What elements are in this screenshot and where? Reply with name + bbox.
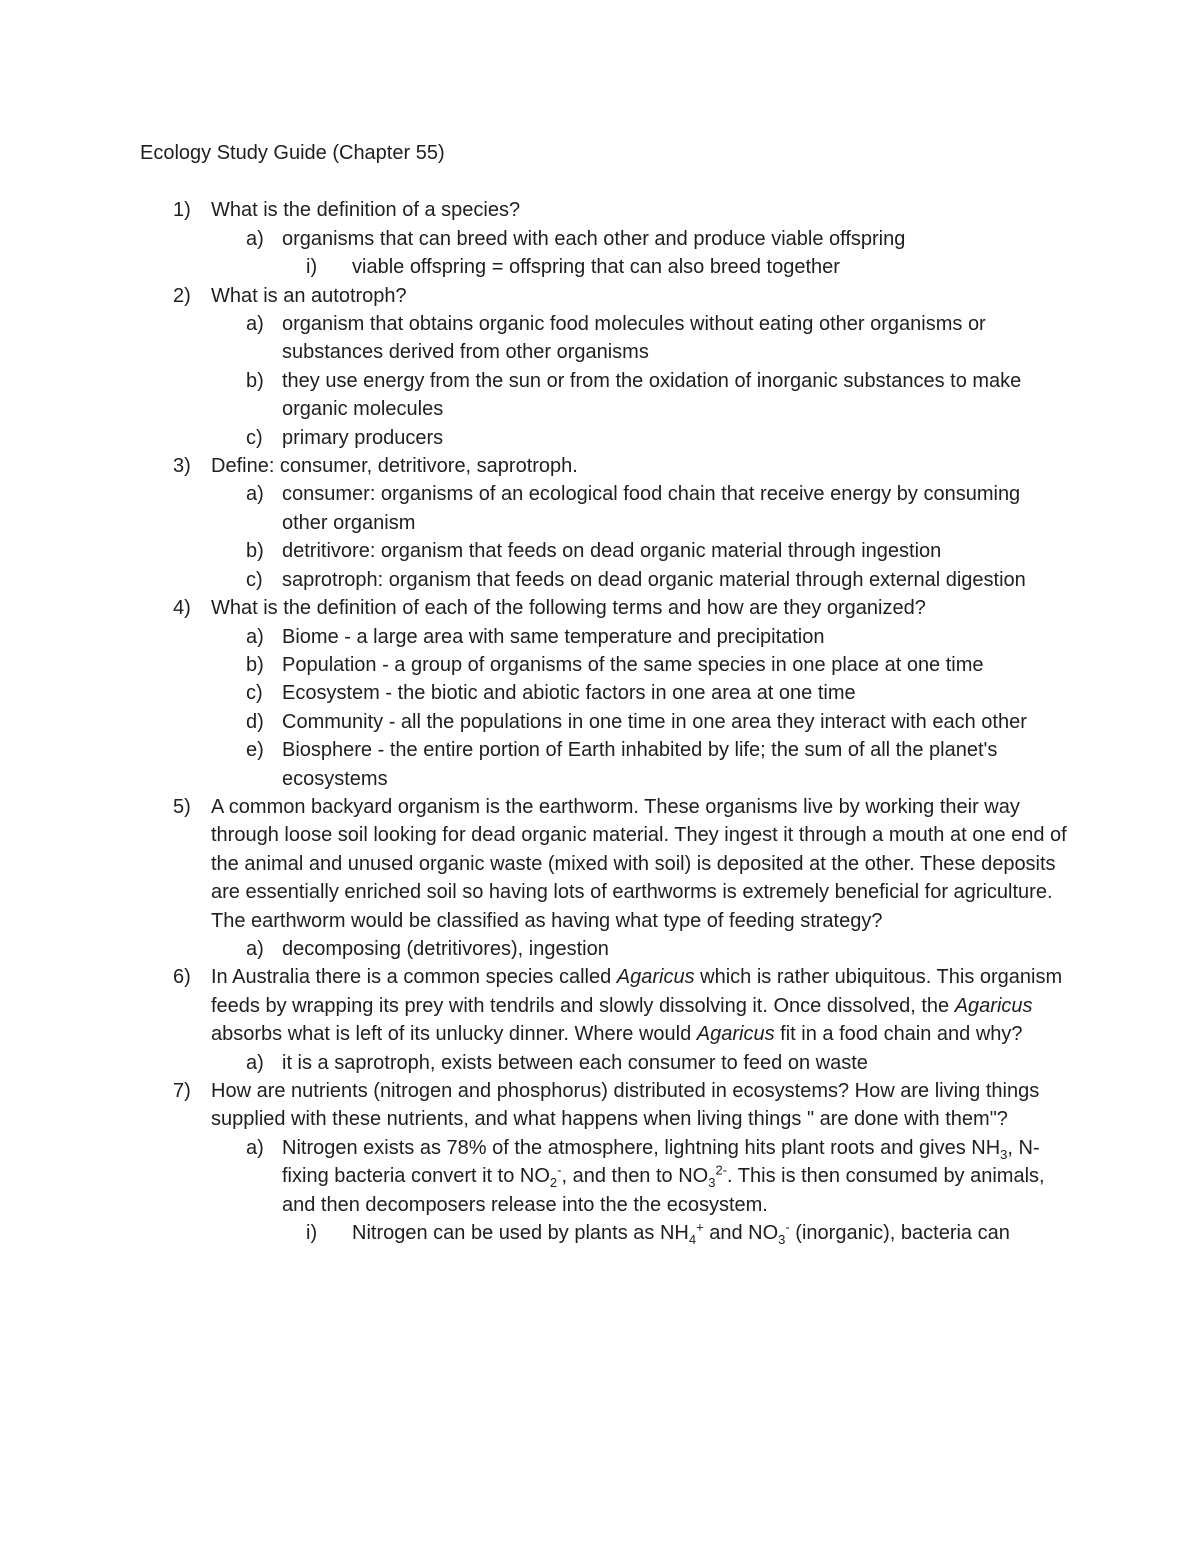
answer-4d	[140, 708, 1070, 736]
question-text: Define: consumer, detritivore, saprotroph.	[211, 455, 578, 478]
subscript: 3	[778, 1232, 786, 1248]
answer-text: Biosphere - the entire portion of Earth inhabited by life; the sum of all the planet's ecosystems	[282, 739, 998, 790]
question-number: 2)	[173, 284, 191, 307]
text-run: , and then to NO	[561, 1165, 709, 1188]
text-run: which is rather ubiquitous. This organism feeds by wrapping its prey with tendrils and slowly dissolving it. Once dissolved, the	[211, 966, 1063, 1017]
subscript: 3	[708, 1175, 716, 1191]
question-number: 5)	[173, 795, 191, 818]
text-run: absorbs what is left of its unlucky dinner. Where would	[211, 1023, 697, 1046]
superscript: -	[557, 1162, 562, 1178]
question-number: 3)	[173, 455, 191, 478]
document-title: Ecology Study Guide (Chapter 55)	[140, 142, 445, 164]
answer-text: Ecosystem - the biotic and abiotic factors in one area at one time	[282, 682, 856, 705]
answer-text: consumer: organisms of an ecological food chain that receive energy by consuming other organism	[282, 483, 1021, 534]
question-text: What is an autotroph?	[211, 284, 407, 307]
sub-answer-text	[352, 1219, 1010, 1248]
question-text: What is the definition of each of the following terms and how are they organized?	[211, 597, 926, 620]
subscript: 3	[1000, 1146, 1008, 1162]
answer-2a	[140, 310, 1070, 367]
answer-7a	[140, 1134, 1070, 1219]
sub-answer-marker: i)	[306, 256, 318, 279]
answer-marker: c)	[246, 568, 263, 591]
answer-marker: a)	[246, 313, 264, 336]
answer-marker: c)	[246, 426, 263, 449]
answer-6a	[140, 1049, 1070, 1077]
answer-4c	[140, 679, 1070, 707]
subscript: 4	[688, 1232, 697, 1248]
text-run: (inorganic), bacteria can	[789, 1222, 1010, 1245]
question-number: 6)	[173, 966, 191, 989]
text-run: Nitrogen exists as 78% of the atmosphere, lightning hits plant roots and gives NH	[282, 1136, 1001, 1159]
question-2	[140, 282, 1070, 310]
sub-answer-marker: i)	[306, 1222, 318, 1245]
text-run: and NO	[703, 1222, 779, 1245]
answer-text: primary producers	[282, 426, 444, 449]
answer-marker: b)	[246, 540, 264, 563]
answer-marker: d)	[246, 710, 264, 733]
answer-marker: b)	[246, 369, 264, 392]
species-name: Agaricus	[696, 1023, 775, 1046]
text-run: fit in a food chain and why?	[774, 1023, 1023, 1046]
answer-3b	[140, 537, 1070, 565]
answer-4b	[140, 651, 1070, 679]
question-7	[140, 1077, 1070, 1134]
answer-text: organism that obtains organic food molecules without eating other organisms or substances derived from other organisms	[282, 313, 986, 364]
answer-marker: a)	[246, 1051, 264, 1074]
question-1	[140, 196, 1070, 224]
answer-text: detritivore: organism that feeds on dead organic material through ingestion	[282, 540, 942, 563]
text-run: . This is then consumed by animals, and then decomposers release into the the ecosystem.	[282, 1165, 1045, 1216]
answer-4a	[140, 623, 1070, 651]
sub-answer-text: viable offspring = offspring that can also breed together	[352, 256, 840, 279]
answer-text: it is a saprotroph, exists between each consumer to feed on waste	[282, 1051, 868, 1074]
answer-text: Biome - a large area with same temperature and precipitation	[282, 625, 825, 648]
question-number: 4)	[173, 597, 191, 620]
answer-text: organisms that can breed with each other and produce viable offspring	[282, 227, 906, 250]
question-5	[140, 793, 1070, 935]
question-text: How are nutrients (nitrogen and phosphorus) distributed in ecosystems? How are living things supplied with these nutrients, and what happens when living things " are done with them"?	[211, 1080, 1040, 1131]
subscript: 2	[549, 1175, 558, 1191]
question-number: 7)	[173, 1080, 191, 1102]
answer-marker: a)	[246, 227, 264, 250]
answer-text	[282, 1137, 1045, 1216]
species-name: Agaricus	[954, 994, 1033, 1017]
answer-text: saprotroph: organism that feeds on dead organic material through external digestion	[282, 568, 1026, 591]
question-3	[140, 452, 1070, 480]
superscript: -	[785, 1219, 790, 1235]
species-name: Agaricus	[616, 966, 695, 989]
answer-marker: a)	[246, 937, 264, 960]
answer-text: Community - all the populations in one time in one area they interact with each other	[282, 710, 1027, 733]
question-4	[140, 594, 1070, 622]
text-run: , N-fixing bacteria convert it to NO	[282, 1136, 1040, 1188]
answer-text: they use energy from the sun or from the oxidation of inorganic substances to make organic molecules	[282, 369, 1022, 421]
answer-2c	[140, 424, 1070, 452]
answer-1a-i	[140, 253, 1070, 281]
answer-marker: a)	[246, 1136, 264, 1159]
answer-marker: b)	[246, 653, 264, 676]
answer-text: decomposing (detritivores), ingestion	[282, 937, 609, 960]
superscript: +	[696, 1219, 704, 1235]
answer-5a	[140, 935, 1070, 963]
answer-marker: e)	[246, 739, 264, 762]
question-number: 1)	[173, 199, 191, 222]
answer-2b	[140, 367, 1070, 424]
text-run: In Australia there is a common species called	[211, 966, 617, 989]
answer-4e	[140, 736, 1070, 793]
question-6	[140, 963, 1070, 1048]
question-text: What is the definition of a species?	[211, 199, 521, 222]
question-text	[211, 966, 1062, 1045]
answer-text: Population - a group of organisms of the same species in one place at one time	[282, 653, 984, 676]
answer-marker: a)	[246, 483, 264, 506]
answer-3a	[140, 480, 1070, 537]
answer-7a-i	[140, 1219, 1070, 1247]
document-body	[140, 139, 1070, 1247]
answer-marker: a)	[246, 625, 264, 648]
text-run: Nitrogen can be used by plants as NH	[352, 1222, 689, 1245]
answer-1a	[140, 225, 1070, 253]
answer-marker: c)	[246, 682, 263, 705]
answer-3c	[140, 566, 1070, 594]
question-text: A common backyard organism is the earthworm. These organisms live by working their way through loose soil looking for dead organic material. They ingest it through a mouth at one end of the animal and unused organic waste (mixed with soil) is deposited at the other. These deposits are essentially enriched soil so having lots of earthworms is extremely beneficial for agriculture. The earthworm would be classified as having what type of feeding strategy?	[211, 795, 1067, 932]
superscript: 2-	[715, 1162, 728, 1178]
